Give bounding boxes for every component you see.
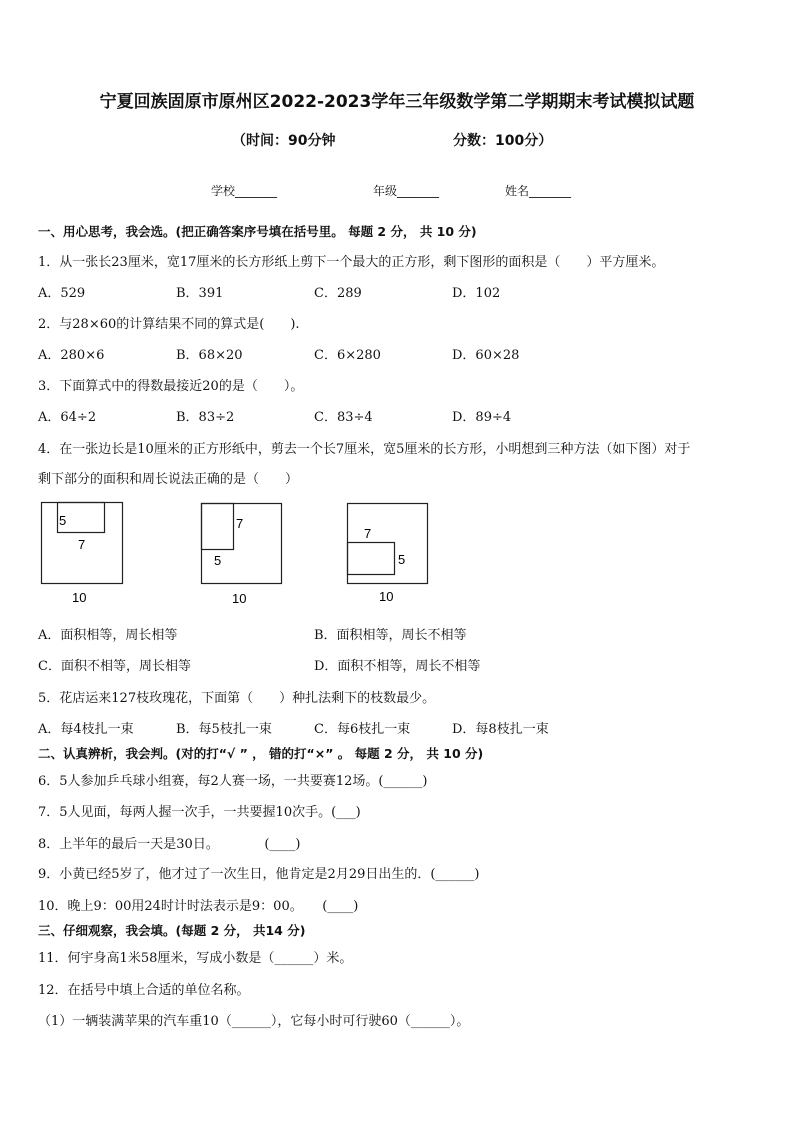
q4-option-d[interactable]: D．面积不相等，周长不相等 — [314, 659, 481, 674]
page-title: 宁夏回族固原市原州区2022-2023学年三年级数学第二学期期末考试模拟试题 — [99, 92, 695, 112]
question-10[interactable]: 10．晚上9：00用24时计时法表示是9：00。 (____) — [38, 899, 359, 914]
total-score: 分数：100分） — [453, 133, 553, 149]
section-2-heading: 二、认真辨析，我会判。(对的打“√ ” ， 错的打“×” 。 每题 2 分， 共 10 分) — [38, 746, 484, 761]
q5-option-c[interactable]: C．每6枝扎一束 — [314, 722, 411, 737]
question-11[interactable]: 11．何宇身高1米58厘米，写成小数是（______）米。 — [38, 951, 353, 966]
q3-option-c[interactable]: C．83÷4 — [314, 410, 373, 425]
q5-option-b[interactable]: B．每5枝扎一束 — [176, 722, 272, 737]
question-5: 5．花店运来127枝玫瑰花，下面第（ ）种扎法剩下的枝数最少。 — [38, 691, 436, 706]
figure-3 — [336, 498, 446, 606]
q5-option-a[interactable]: A．每4枝扎一束 — [38, 722, 134, 737]
question-4-line-1: 4．在一张边长是10厘米的正方形纸中，剪去一个长7厘米，宽5厘米的长方形，小明想到三种方法（如下图）对于 — [38, 442, 691, 457]
question-7[interactable]: 7．5人见面，每两人握一次手，一共要握10次手。(___) — [38, 805, 361, 820]
fig2-length-label: 7 — [236, 516, 244, 531]
question-2: 2．与28×60的计算结果不同的算式是( ). — [38, 317, 300, 332]
q4-option-b[interactable]: B．面积相等，周长不相等 — [314, 628, 467, 643]
question-1: 1．从一张长23厘米，宽17厘米的长方形纸上剪下一个最大的正方形，剩下图形的面积是（ ）平方厘米。 — [38, 255, 665, 270]
question-8[interactable]: 8．上半年的最后一天是30日。 (____) — [38, 837, 301, 852]
q1-option-d[interactable]: D．102 — [452, 286, 501, 301]
question-6[interactable]: 6．5人参加乒乓球小组赛，每2人赛一场，一共要赛12场。(______) — [38, 774, 428, 789]
q4-option-a[interactable]: A．面积相等，周长相等 — [38, 628, 178, 643]
fig2-side-label: 10 — [232, 591, 247, 606]
q3-option-d[interactable]: D．89÷4 — [452, 410, 512, 425]
section-3-heading: 三、仔细观察，我会填。(每题 2 分， 共14 分) — [38, 923, 306, 938]
fig2-width-label: 5 — [214, 553, 222, 568]
q2-option-a[interactable]: A．280×6 — [38, 348, 105, 363]
fig3-length-label: 7 — [364, 526, 372, 541]
q2-option-d[interactable]: D．60×28 — [452, 348, 520, 363]
q2-option-b[interactable]: B．68×20 — [176, 348, 243, 363]
q1-option-b[interactable]: B．391 — [176, 286, 224, 301]
q1-option-a[interactable]: A．529 — [38, 286, 86, 301]
figure-1 — [30, 498, 140, 606]
q2-option-c[interactable]: C．6×280 — [314, 348, 381, 363]
fig1-width-label: 5 — [59, 513, 67, 528]
q3-option-a[interactable]: A．64÷2 — [38, 410, 97, 425]
grade-field[interactable]: 年级_______ — [373, 184, 440, 198]
q3-option-b[interactable]: B．83÷2 — [176, 410, 235, 425]
fig1-length-label: 7 — [78, 537, 86, 552]
question-12: 12．在括号中填上合适的单位名称。 — [38, 983, 250, 998]
time-limit: （时间：90分钟 — [232, 133, 336, 149]
fig3-side-label: 10 — [379, 589, 394, 604]
q5-option-d[interactable]: D．每8枝扎一束 — [452, 722, 549, 737]
fig3-width-label: 5 — [398, 552, 406, 567]
question-4-line-2: 剩下部分的面积和周长说法正确的是（ ） — [38, 472, 299, 487]
q1-option-c[interactable]: C．289 — [314, 286, 362, 301]
figure-2 — [192, 498, 302, 608]
q4-option-c[interactable]: C．面积不相等，周长相等 — [38, 659, 191, 674]
question-3: 3．下面算式中的得数最接近20的是（ ）。 — [38, 379, 304, 394]
name-field[interactable]: 姓名_______ — [505, 184, 572, 198]
school-field[interactable]: 学校_______ — [211, 184, 278, 198]
section-1-heading: 一、用心思考，我会选。(把正确答案序号填在括号里。 每题 2 分， 共 10 分) — [38, 224, 477, 239]
question-12-part-1[interactable]: （1）一辆装满苹果的汽车重10（______），它每小时可行驶60（______）。 — [38, 1014, 470, 1029]
fig1-side-label: 10 — [72, 590, 87, 605]
question-9[interactable]: 9．小黄已经5岁了，他才过了一次生日，他肯定是2月29日出生的．(______) — [38, 867, 480, 882]
